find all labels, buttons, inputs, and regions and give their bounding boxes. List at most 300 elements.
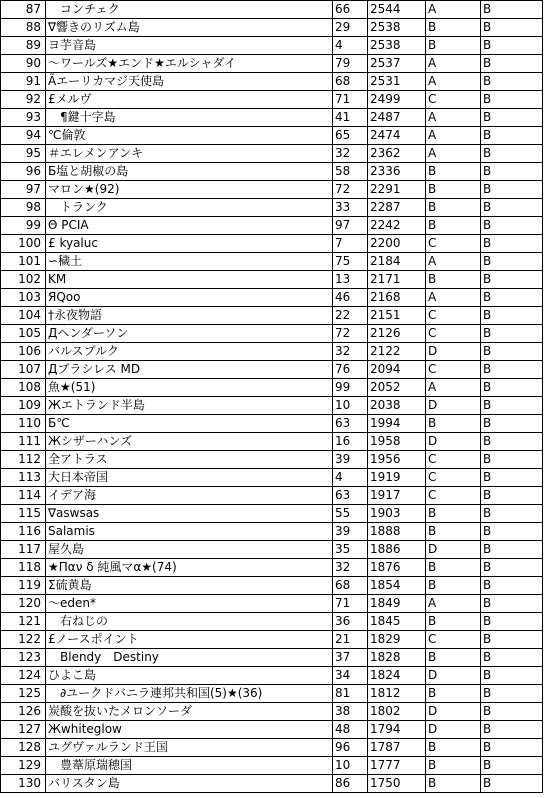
- value-cell[interactable]: 37: [333, 649, 368, 667]
- value-cell[interactable]: 58: [333, 163, 368, 181]
- value-cell[interactable]: 55: [333, 505, 368, 523]
- score-cell[interactable]: 1956: [368, 451, 426, 469]
- grade-cell[interactable]: B: [426, 649, 481, 667]
- score-cell[interactable]: 1903: [368, 505, 426, 523]
- score-cell[interactable]: 1750: [368, 775, 426, 793]
- score-cell[interactable]: 2474: [368, 127, 426, 145]
- value-cell[interactable]: 32: [333, 559, 368, 577]
- value-cell[interactable]: 35: [333, 541, 368, 559]
- class-cell[interactable]: B: [481, 145, 543, 163]
- name-cell[interactable]: バリスタン島: [46, 775, 333, 793]
- table-row: [1, 505, 543, 523]
- name-cell[interactable]: 魚★(51): [46, 379, 333, 397]
- table-row: [1, 721, 543, 739]
- name-cell[interactable]: KM: [46, 271, 333, 289]
- rank-cell[interactable]: 127: [1, 721, 46, 739]
- name-cell[interactable]: ЯQoo: [46, 289, 333, 307]
- value-cell[interactable]: 7: [333, 235, 368, 253]
- name-cell[interactable]: イデア海: [46, 487, 333, 505]
- grade-cell[interactable]: D: [426, 343, 481, 361]
- score-cell[interactable]: 2094: [368, 361, 426, 379]
- grade-cell[interactable]: B: [426, 523, 481, 541]
- table-row: [1, 253, 543, 271]
- value-cell[interactable]: 39: [333, 451, 368, 469]
- table-row: [1, 433, 543, 451]
- class-cell[interactable]: B: [481, 73, 543, 91]
- score-cell[interactable]: 2291: [368, 181, 426, 199]
- grade-cell[interactable]: A: [426, 145, 481, 163]
- rank-cell[interactable]: 101: [1, 253, 46, 271]
- rank-cell[interactable]: 90: [1, 55, 46, 73]
- name-cell[interactable]: Б塩と胡椒の島: [46, 163, 333, 181]
- rank-cell[interactable]: 118: [1, 559, 46, 577]
- grade-cell[interactable]: B: [426, 757, 481, 775]
- class-cell[interactable]: B: [481, 1, 543, 19]
- rank-cell[interactable]: 92: [1, 91, 46, 109]
- value-cell[interactable]: 72: [333, 325, 368, 343]
- rank-cell[interactable]: 91: [1, 73, 46, 91]
- rank-cell[interactable]: 103: [1, 289, 46, 307]
- value-cell[interactable]: 86: [333, 775, 368, 793]
- class-cell[interactable]: B: [481, 739, 543, 757]
- class-cell[interactable]: B: [481, 505, 543, 523]
- score-cell[interactable]: 1958: [368, 433, 426, 451]
- rank-cell[interactable]: 121: [1, 613, 46, 631]
- rank-cell[interactable]: 105: [1, 325, 46, 343]
- grade-cell[interactable]: C: [426, 361, 481, 379]
- score-cell[interactable]: 1828: [368, 649, 426, 667]
- name-cell[interactable]: 豊葦原瑞穂国: [46, 757, 333, 775]
- grade-cell[interactable]: B: [426, 685, 481, 703]
- table-row: [1, 217, 543, 235]
- value-cell[interactable]: 4: [333, 469, 368, 487]
- name-cell[interactable]: Жエトランド半島: [46, 397, 333, 415]
- score-cell[interactable]: 2499: [368, 91, 426, 109]
- rank-cell[interactable]: 109: [1, 397, 46, 415]
- rank-cell[interactable]: 106: [1, 343, 46, 361]
- name-cell[interactable]: Ãエーリカマジ天使島: [46, 73, 333, 91]
- class-cell[interactable]: B: [481, 685, 543, 703]
- table-row: [1, 109, 543, 127]
- score-cell[interactable]: 1886: [368, 541, 426, 559]
- value-cell[interactable]: 32: [333, 145, 368, 163]
- value-cell[interactable]: 97: [333, 217, 368, 235]
- class-cell[interactable]: B: [481, 37, 543, 55]
- name-cell[interactable]: Σ硫黄島: [46, 577, 333, 595]
- value-cell[interactable]: 72: [333, 181, 368, 199]
- class-cell[interactable]: B: [481, 523, 543, 541]
- name-cell[interactable]: £ノースポイント: [46, 631, 333, 649]
- grade-cell[interactable]: D: [426, 703, 481, 721]
- table-row: [1, 55, 543, 73]
- score-cell[interactable]: 1994: [368, 415, 426, 433]
- class-cell[interactable]: B: [481, 487, 543, 505]
- class-cell[interactable]: B: [481, 379, 543, 397]
- table-row: [1, 523, 543, 541]
- name-cell[interactable]: Salamis: [46, 523, 333, 541]
- name-cell[interactable]: Θ PCIA: [46, 217, 333, 235]
- grade-cell[interactable]: B: [426, 181, 481, 199]
- name-cell[interactable]: †永夜物語: [46, 307, 333, 325]
- class-cell[interactable]: B: [481, 541, 543, 559]
- grade-cell[interactable]: B: [426, 559, 481, 577]
- score-cell[interactable]: 2538: [368, 19, 426, 37]
- table-row: [1, 757, 543, 775]
- table-row: [1, 379, 543, 397]
- class-cell[interactable]: B: [481, 721, 543, 739]
- name-cell[interactable]: 大日本帝国: [46, 469, 333, 487]
- score-cell[interactable]: 2242: [368, 217, 426, 235]
- grade-cell[interactable]: A: [426, 379, 481, 397]
- grade-cell[interactable]: D: [426, 541, 481, 559]
- grade-cell[interactable]: A: [426, 595, 481, 613]
- class-cell[interactable]: B: [481, 613, 543, 631]
- table-row: [1, 235, 543, 253]
- score-cell[interactable]: 1777: [368, 757, 426, 775]
- name-cell[interactable]: トランク: [46, 199, 333, 217]
- value-cell[interactable]: 32: [333, 343, 368, 361]
- table-row: [1, 541, 543, 559]
- grade-cell[interactable]: A: [426, 1, 481, 19]
- class-cell[interactable]: B: [481, 325, 543, 343]
- class-cell[interactable]: B: [481, 163, 543, 181]
- grade-cell[interactable]: B: [426, 613, 481, 631]
- name-cell[interactable]: ＃エレメンアンキ: [46, 145, 333, 163]
- name-cell[interactable]: 屋久島: [46, 541, 333, 559]
- score-cell[interactable]: 2052: [368, 379, 426, 397]
- table-row: [1, 163, 543, 181]
- grade-cell[interactable]: B: [426, 415, 481, 433]
- grade-cell[interactable]: B: [426, 217, 481, 235]
- class-cell[interactable]: B: [481, 343, 543, 361]
- score-cell[interactable]: 2038: [368, 397, 426, 415]
- value-cell[interactable]: 99: [333, 379, 368, 397]
- rank-cell[interactable]: 95: [1, 145, 46, 163]
- value-cell[interactable]: 96: [333, 739, 368, 757]
- score-cell[interactable]: 1888: [368, 523, 426, 541]
- table-row: [1, 127, 543, 145]
- name-cell[interactable]: バルスブルク: [46, 343, 333, 361]
- score-cell[interactable]: 1876: [368, 559, 426, 577]
- name-cell[interactable]: Б℃: [46, 415, 333, 433]
- grade-cell[interactable]: A: [426, 289, 481, 307]
- grade-cell[interactable]: B: [426, 775, 481, 793]
- class-cell[interactable]: B: [481, 469, 543, 487]
- score-cell[interactable]: 2151: [368, 307, 426, 325]
- score-cell[interactable]: 2538: [368, 37, 426, 55]
- score-cell[interactable]: 2200: [368, 235, 426, 253]
- rank-cell[interactable]: 98: [1, 199, 46, 217]
- grade-cell[interactable]: A: [426, 55, 481, 73]
- score-cell[interactable]: 1794: [368, 721, 426, 739]
- name-cell[interactable]: Жシザーハンズ: [46, 433, 333, 451]
- name-cell[interactable]: ユグヴァルランド王国: [46, 739, 333, 757]
- class-cell[interactable]: B: [481, 703, 543, 721]
- grade-cell[interactable]: A: [426, 73, 481, 91]
- table-row: [1, 199, 543, 217]
- name-cell[interactable]: ¶鍵十字島: [46, 109, 333, 127]
- class-cell[interactable]: B: [481, 217, 543, 235]
- grade-cell[interactable]: B: [426, 271, 481, 289]
- rank-cell[interactable]: 110: [1, 415, 46, 433]
- table-row: [1, 667, 543, 685]
- name-cell[interactable]: マロン★(92): [46, 181, 333, 199]
- table-row: [1, 289, 543, 307]
- rank-cell[interactable]: 119: [1, 577, 46, 595]
- rank-cell[interactable]: 100: [1, 235, 46, 253]
- value-cell[interactable]: 36: [333, 613, 368, 631]
- name-cell[interactable]: ∇響きのリズム島: [46, 19, 333, 37]
- score-cell[interactable]: 1849: [368, 595, 426, 613]
- score-cell[interactable]: 1812: [368, 685, 426, 703]
- name-cell[interactable]: ∂ユークドバニラ連邦共和国(5)★(36): [46, 685, 333, 703]
- rank-cell[interactable]: 99: [1, 217, 46, 235]
- class-cell[interactable]: B: [481, 91, 543, 109]
- rank-cell[interactable]: 125: [1, 685, 46, 703]
- value-cell[interactable]: 63: [333, 415, 368, 433]
- score-cell[interactable]: 1829: [368, 631, 426, 649]
- table-row: [1, 739, 543, 757]
- rank-cell[interactable]: 104: [1, 307, 46, 325]
- table-row: [1, 685, 543, 703]
- rank-cell[interactable]: 108: [1, 379, 46, 397]
- score-cell[interactable]: 2126: [368, 325, 426, 343]
- grade-cell[interactable]: B: [426, 199, 481, 217]
- grade-cell[interactable]: D: [426, 667, 481, 685]
- table-row: [1, 1, 543, 19]
- rank-cell[interactable]: 123: [1, 649, 46, 667]
- score-cell[interactable]: 1917: [368, 487, 426, 505]
- rank-cell[interactable]: 114: [1, 487, 46, 505]
- score-cell[interactable]: 2537: [368, 55, 426, 73]
- name-cell[interactable]: Жwhiteglow: [46, 721, 333, 739]
- class-cell[interactable]: B: [481, 667, 543, 685]
- table-row: [1, 145, 543, 163]
- value-cell[interactable]: 41: [333, 109, 368, 127]
- value-cell[interactable]: 22: [333, 307, 368, 325]
- name-cell[interactable]: 炭酸を抜いたメロンソーダ: [46, 703, 333, 721]
- value-cell[interactable]: 63: [333, 487, 368, 505]
- name-cell[interactable]: 〜eden*: [46, 595, 333, 613]
- rank-cell[interactable]: 113: [1, 469, 46, 487]
- name-cell[interactable]: コンチェク: [46, 1, 333, 19]
- table-row: [1, 271, 543, 289]
- table-row: [1, 91, 543, 109]
- value-cell[interactable]: 71: [333, 91, 368, 109]
- class-cell[interactable]: B: [481, 433, 543, 451]
- value-cell[interactable]: 48: [333, 721, 368, 739]
- score-cell[interactable]: 2487: [368, 109, 426, 127]
- name-cell[interactable]: Дブラシレス MD: [46, 361, 333, 379]
- grade-cell[interactable]: D: [426, 433, 481, 451]
- score-cell[interactable]: 2362: [368, 145, 426, 163]
- value-cell[interactable]: 4: [333, 37, 368, 55]
- grade-cell[interactable]: A: [426, 109, 481, 127]
- class-cell[interactable]: B: [481, 415, 543, 433]
- class-cell[interactable]: B: [481, 55, 543, 73]
- table-row: [1, 19, 543, 37]
- name-cell[interactable]: 右ねじの: [46, 613, 333, 631]
- score-cell[interactable]: 2287: [368, 199, 426, 217]
- score-cell[interactable]: 1787: [368, 739, 426, 757]
- rank-cell[interactable]: 122: [1, 631, 46, 649]
- class-cell[interactable]: B: [481, 649, 543, 667]
- table-row: [1, 613, 543, 631]
- grade-cell[interactable]: B: [426, 37, 481, 55]
- grade-cell[interactable]: C: [426, 307, 481, 325]
- grade-cell[interactable]: B: [426, 19, 481, 37]
- class-cell[interactable]: B: [481, 235, 543, 253]
- rank-cell[interactable]: 126: [1, 703, 46, 721]
- name-cell[interactable]: ∇aswsas: [46, 505, 333, 523]
- rank-cell[interactable]: 116: [1, 523, 46, 541]
- rank-cell[interactable]: 88: [1, 19, 46, 37]
- value-cell[interactable]: 38: [333, 703, 368, 721]
- rank-cell[interactable]: 97: [1, 181, 46, 199]
- value-cell[interactable]: 75: [333, 253, 368, 271]
- class-cell[interactable]: B: [481, 127, 543, 145]
- table-row: [1, 73, 543, 91]
- grade-cell[interactable]: C: [426, 631, 481, 649]
- grade-cell[interactable]: C: [426, 487, 481, 505]
- name-cell[interactable]: Blendy Destiny: [46, 649, 333, 667]
- name-cell[interactable]: Дヘンダーソン: [46, 325, 333, 343]
- grade-cell[interactable]: B: [426, 163, 481, 181]
- grade-cell[interactable]: D: [426, 721, 481, 739]
- class-cell[interactable]: B: [481, 199, 543, 217]
- value-cell[interactable]: 13: [333, 271, 368, 289]
- table-row: [1, 181, 543, 199]
- name-cell[interactable]: ℃倫敦: [46, 127, 333, 145]
- rank-cell[interactable]: 130: [1, 775, 46, 793]
- table-row: [1, 649, 543, 667]
- value-cell[interactable]: 10: [333, 397, 368, 415]
- grade-cell[interactable]: C: [426, 235, 481, 253]
- class-cell[interactable]: B: [481, 595, 543, 613]
- rank-cell[interactable]: 128: [1, 739, 46, 757]
- grade-cell[interactable]: A: [426, 127, 481, 145]
- score-cell[interactable]: 2122: [368, 343, 426, 361]
- value-cell[interactable]: 68: [333, 73, 368, 91]
- rank-cell[interactable]: 93: [1, 109, 46, 127]
- rank-cell[interactable]: 87: [1, 1, 46, 19]
- name-cell[interactable]: £ kyaluc: [46, 235, 333, 253]
- class-cell[interactable]: B: [481, 577, 543, 595]
- score-cell[interactable]: 2184: [368, 253, 426, 271]
- name-cell[interactable]: £メルヴ: [46, 91, 333, 109]
- value-cell[interactable]: 66: [333, 1, 368, 19]
- grade-cell[interactable]: D: [426, 397, 481, 415]
- score-cell[interactable]: 2336: [368, 163, 426, 181]
- value-cell[interactable]: 79: [333, 55, 368, 73]
- class-cell[interactable]: B: [481, 451, 543, 469]
- grade-cell[interactable]: A: [426, 253, 481, 271]
- score-cell[interactable]: 2544: [368, 1, 426, 19]
- value-cell[interactable]: 21: [333, 631, 368, 649]
- class-cell[interactable]: B: [481, 109, 543, 127]
- value-cell[interactable]: 29: [333, 19, 368, 37]
- rank-cell[interactable]: 102: [1, 271, 46, 289]
- rank-cell[interactable]: 96: [1, 163, 46, 181]
- value-cell[interactable]: 81: [333, 685, 368, 703]
- grade-cell[interactable]: B: [426, 505, 481, 523]
- grade-cell[interactable]: C: [426, 469, 481, 487]
- rank-cell[interactable]: 124: [1, 667, 46, 685]
- value-cell[interactable]: 34: [333, 667, 368, 685]
- score-cell[interactable]: 1919: [368, 469, 426, 487]
- value-cell[interactable]: 10: [333, 757, 368, 775]
- grade-cell[interactable]: B: [426, 739, 481, 757]
- value-cell[interactable]: 65: [333, 127, 368, 145]
- rank-cell[interactable]: 120: [1, 595, 46, 613]
- name-cell[interactable]: ★Παν δ 純風マα★(74): [46, 559, 333, 577]
- class-cell[interactable]: B: [481, 289, 543, 307]
- rank-cell[interactable]: 112: [1, 451, 46, 469]
- class-cell[interactable]: B: [481, 361, 543, 379]
- score-cell[interactable]: 1824: [368, 667, 426, 685]
- score-cell[interactable]: 2171: [368, 271, 426, 289]
- name-cell[interactable]: ひよこ島: [46, 667, 333, 685]
- rank-cell[interactable]: 115: [1, 505, 46, 523]
- class-cell[interactable]: B: [481, 397, 543, 415]
- name-cell[interactable]: 〜ワールズ★エンド★エルシャダイ: [46, 55, 333, 73]
- score-cell[interactable]: 1845: [368, 613, 426, 631]
- name-cell[interactable]: ヨ芋音島: [46, 37, 333, 55]
- grade-cell[interactable]: C: [426, 325, 481, 343]
- class-cell[interactable]: B: [481, 307, 543, 325]
- class-cell[interactable]: B: [481, 181, 543, 199]
- value-cell[interactable]: 16: [333, 433, 368, 451]
- name-cell[interactable]: 全アトラス: [46, 451, 333, 469]
- value-cell[interactable]: 71: [333, 595, 368, 613]
- score-cell[interactable]: 2168: [368, 289, 426, 307]
- rank-cell[interactable]: 111: [1, 433, 46, 451]
- grade-cell[interactable]: C: [426, 451, 481, 469]
- class-cell[interactable]: B: [481, 775, 543, 793]
- table-row: [1, 361, 543, 379]
- table-row: [1, 325, 543, 343]
- class-cell[interactable]: B: [481, 559, 543, 577]
- value-cell[interactable]: 33: [333, 199, 368, 217]
- rank-cell[interactable]: 89: [1, 37, 46, 55]
- class-cell[interactable]: B: [481, 631, 543, 649]
- rank-cell[interactable]: 129: [1, 757, 46, 775]
- name-cell[interactable]: ∽穢土: [46, 253, 333, 271]
- class-cell[interactable]: B: [481, 757, 543, 775]
- value-cell[interactable]: 46: [333, 289, 368, 307]
- class-cell[interactable]: B: [481, 253, 543, 271]
- grade-cell[interactable]: C: [426, 91, 481, 109]
- rank-cell[interactable]: 107: [1, 361, 46, 379]
- class-cell[interactable]: B: [481, 271, 543, 289]
- value-cell[interactable]: 76: [333, 361, 368, 379]
- table-row: [1, 487, 543, 505]
- table-body: [1, 1, 543, 793]
- table-row: [1, 703, 543, 721]
- table-row: [1, 37, 543, 55]
- grade-cell[interactable]: B: [426, 577, 481, 595]
- class-cell[interactable]: B: [481, 19, 543, 37]
- score-cell[interactable]: 1854: [368, 577, 426, 595]
- score-cell[interactable]: 1802: [368, 703, 426, 721]
- rank-cell[interactable]: 117: [1, 541, 46, 559]
- rank-cell[interactable]: 94: [1, 127, 46, 145]
- score-cell[interactable]: 2531: [368, 73, 426, 91]
- table-row: [1, 631, 543, 649]
- value-cell[interactable]: 39: [333, 523, 368, 541]
- table-row: [1, 415, 543, 433]
- value-cell[interactable]: 68: [333, 577, 368, 595]
